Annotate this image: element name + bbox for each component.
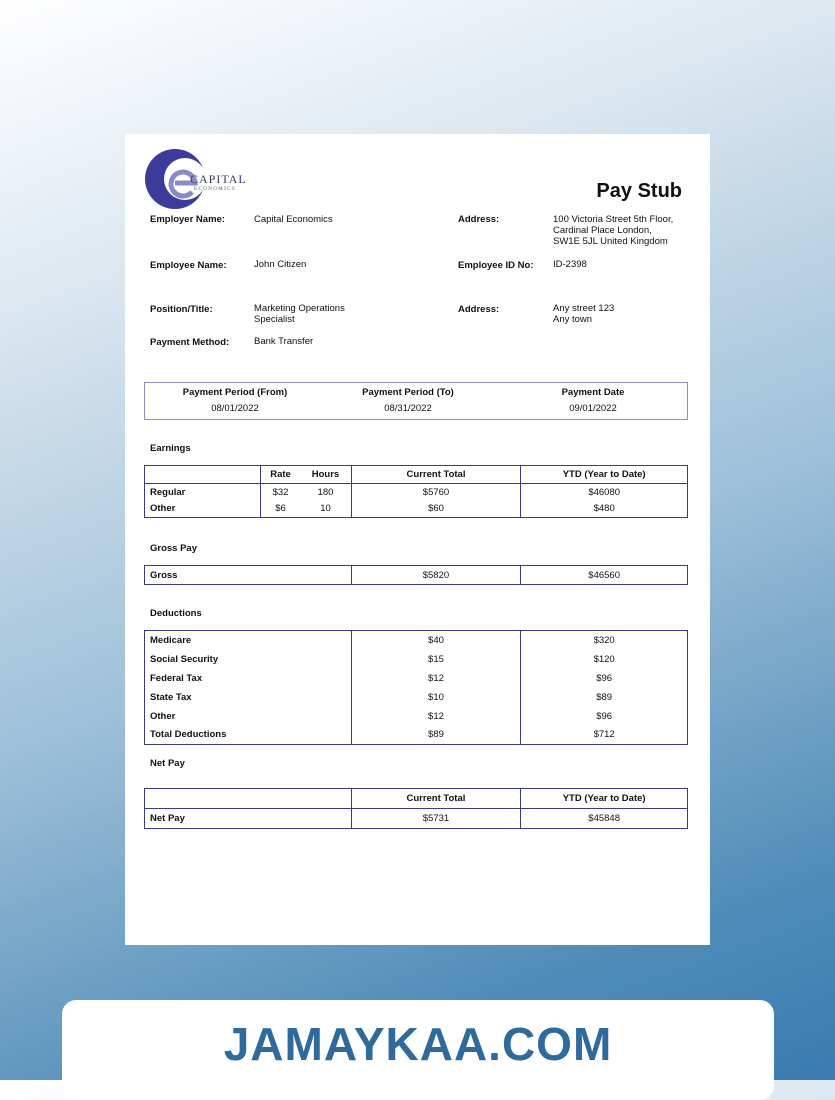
gross-current: $5820 — [351, 566, 521, 585]
employee-id-label: Employee ID No: — [458, 260, 534, 271]
address-line: 100 Victoria Street 5th Floor, — [553, 214, 674, 225]
pay-stub-document — [125, 134, 710, 945]
table-row — [145, 566, 688, 585]
employee-name-label: Employee Name: — [150, 260, 227, 271]
net-pay-label: Net Pay — [150, 813, 185, 824]
net-pay-current: $5731 — [351, 809, 521, 829]
company-logo — [145, 148, 255, 210]
logo-subtitle: ECONOMICS — [194, 187, 237, 192]
earnings-heading: Earnings — [150, 443, 191, 454]
position-line: Marketing Operations — [254, 303, 345, 314]
period-from-value: 08/01/2022 — [211, 403, 259, 414]
hours-header: Hours — [300, 466, 351, 484]
net-pay-header-row — [145, 789, 688, 809]
row-ytd: $480 — [521, 501, 688, 518]
deduction-current: $40 — [351, 631, 521, 650]
period-to-value: 08/31/2022 — [384, 403, 432, 414]
employee-id-value: ID-2398 — [553, 259, 587, 270]
deduction-ytd: $96 — [521, 669, 688, 688]
period-to — [318, 383, 498, 414]
address-line: Any town — [553, 314, 593, 325]
position-line: Specialist — [254, 314, 295, 325]
position-label: Position/Title: — [150, 304, 213, 315]
employee-address-label: Address: — [458, 304, 500, 315]
address-line: SW1E 5JL United Kingdom — [553, 236, 668, 247]
current-total-header: Current Total — [351, 789, 521, 809]
table-row — [145, 501, 688, 518]
deduction-label: Other — [150, 710, 176, 722]
row-rate: $32 — [260, 484, 300, 501]
gross-pay-heading: Gross Pay — [150, 543, 197, 554]
table-row — [145, 631, 688, 650]
table-row — [145, 669, 688, 688]
row-hours: 10 — [320, 503, 331, 515]
deduction-current: $12 — [351, 669, 521, 688]
row-label: Other — [150, 503, 176, 515]
payment-date-label: Payment Date — [561, 387, 625, 398]
deductions-table — [144, 630, 688, 745]
employee-address-value — [553, 303, 614, 325]
deduction-label: Social Security — [150, 653, 219, 665]
row-hours: 180 — [317, 486, 334, 498]
row-rate: $6 — [260, 501, 300, 518]
payment-date-value: 09/01/2022 — [569, 403, 617, 414]
table-row — [145, 688, 688, 707]
deduction-current: $89 — [351, 726, 521, 745]
payment-method-value: Bank Transfer — [254, 336, 314, 347]
net-pay-table — [144, 788, 688, 829]
table-row — [145, 484, 688, 501]
deduction-ytd: $89 — [521, 688, 688, 707]
deduction-label: Federal Tax — [150, 672, 203, 684]
deduction-label: State Tax — [150, 691, 192, 703]
address-line: Cardinal Place London, — [553, 225, 652, 236]
row-current: $60 — [351, 501, 521, 518]
current-total-header: Current Total — [351, 466, 521, 484]
period-from — [145, 383, 325, 414]
gross-pay-table — [144, 565, 688, 585]
deduction-label: Medicare — [150, 634, 192, 646]
deduction-ytd: $320 — [521, 631, 688, 650]
earnings-header-row — [145, 466, 688, 484]
gross-label: Gross — [150, 569, 178, 581]
payment-period-box — [144, 382, 688, 420]
deduction-label: Total Deductions — [150, 729, 227, 741]
page-title: Pay Stub — [596, 180, 682, 202]
deduction-ytd: $120 — [521, 650, 688, 669]
table-row — [145, 707, 688, 726]
net-pay-heading: Net Pay — [150, 758, 185, 769]
table-row — [145, 726, 688, 745]
period-from-label: Payment Period (From) — [182, 387, 288, 398]
logo-name: CAPITAL — [190, 172, 247, 186]
employer-name-value: Capital Economics — [254, 214, 333, 225]
row-current: $5760 — [351, 484, 521, 501]
deduction-current: $15 — [351, 650, 521, 669]
employer-name-label: Employer Name: — [150, 214, 225, 225]
deduction-current: $10 — [351, 688, 521, 707]
employer-address-label: Address: — [458, 214, 500, 225]
deduction-ytd: $712 — [521, 726, 688, 745]
ytd-header: YTD (Year to Date) — [521, 466, 688, 484]
net-pay-ytd: $45848 — [521, 809, 688, 829]
footer-banner — [62, 1000, 774, 1100]
earnings-table — [144, 465, 688, 518]
payment-method-label: Payment Method: — [150, 337, 230, 348]
site-brand: JAMAYKAA.COM — [223, 1018, 613, 1070]
table-row — [145, 809, 688, 829]
ytd-header: YTD (Year to Date) — [521, 789, 688, 809]
payment-date — [503, 383, 683, 414]
row-ytd: $46080 — [521, 484, 688, 501]
deduction-ytd: $96 — [521, 707, 688, 726]
rate-header: Rate — [260, 466, 300, 484]
deduction-current: $12 — [351, 707, 521, 726]
employer-address-value — [553, 214, 673, 247]
deductions-heading: Deductions — [150, 608, 202, 619]
row-label: Regular — [150, 486, 186, 498]
table-row — [145, 650, 688, 669]
employee-name-value: John Citizen — [254, 259, 307, 270]
period-to-label: Payment Period (To) — [362, 387, 454, 398]
position-value — [254, 303, 345, 325]
address-line: Any street 123 — [553, 303, 615, 314]
gross-ytd: $46560 — [521, 566, 688, 585]
